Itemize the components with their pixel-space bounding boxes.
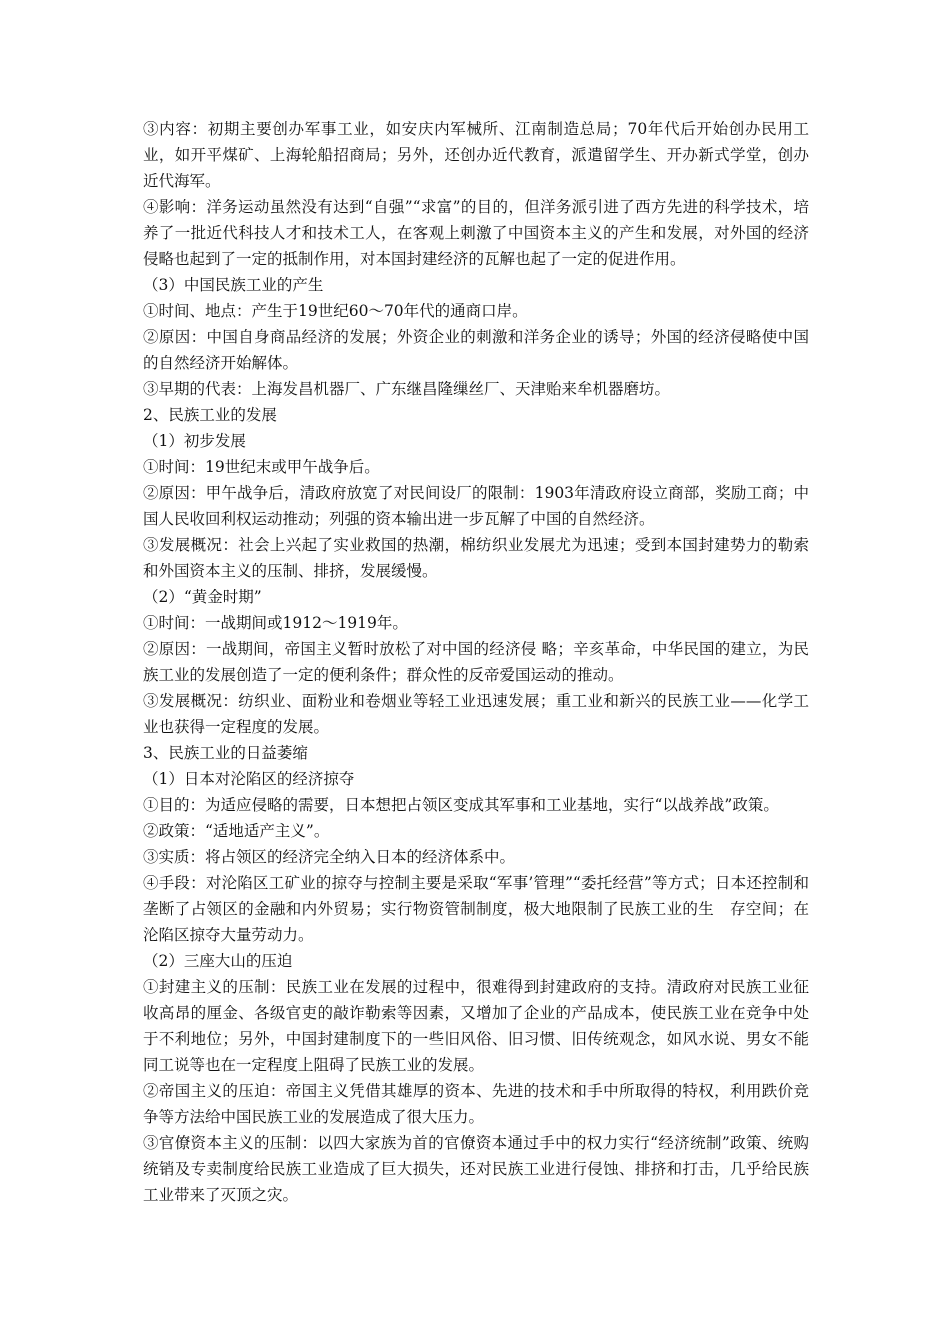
- paragraph-plunder-means: ④手段：对沦陷区工矿业的掠夺与控制主要是采取“军事’管理”“委托经营”等方式；日本还控制和垄断了占领区的金融和内外贸易；实行物资管制制度，极大地限制了民族工业的生 存空间；在沦陷区掠夺大量劳动力。: [143, 874, 809, 944]
- paragraph-plunder-essence: ③实质：将占领区的经济完全纳入日本的经济体系中。: [143, 848, 516, 866]
- paragraph-impact: ④影响：洋务运动虽然没有达到“自强”“求富”的目的，但洋务派引进了西方先进的科学技术，培养了一批近代科技人才和技术工人，在客观上刺激了中国资本主义的产生和发展，对外国的经济侵略也起到了一定的抵制作用，对本国封建经济的瓦解也起了一定的促进作用。: [143, 198, 809, 268]
- paragraph-plunder-policy: ②政策：“适地适产主义”。: [143, 822, 330, 840]
- paragraph-initial-reasons: ②原因：甲午战争后，清政府放宽了对民间设厂的限制：1903年清政府设立商部，奖励工商；中国人民收回利权运动推动；列强的资本输出进一步瓦解了中国的自然经济。: [143, 484, 809, 528]
- paragraph-initial-overview: ③发展概况：社会上兴起了实业救国的热潮，棉纺织业发展尤为迅速；受到本国封建势力的勒索和外国资本主义的压制、排挤，发展缓慢。: [143, 536, 809, 580]
- document-body: [143, 116, 809, 1208]
- paragraph-golden-time: ①时间：一战期间或1912～1919年。: [143, 614, 408, 632]
- paragraph-bureaucratic-oppression: ③官僚资本主义的压制：以四大家族为首的官僚资本通过手中的权力实行“经济统制”政策、统购统销及专卖制度给民族工业造成了巨大损失，还对民族工业进行侵蚀、排挤和打击，几乎给民族工业带来了灭顶之灾。: [143, 1134, 809, 1204]
- paragraph-golden-reasons: ②原因：一战期间，帝国主义暂时放松了对中国的经济侵 略；辛亥革命，中华民国的建立，为民族工业的发展创造了一定的便利条件；群众性的反帝爱国运动的推动。: [143, 640, 809, 684]
- subheading-national-industry-origin: （3）中国民族工业的产生: [143, 276, 324, 294]
- subheading-japanese-plunder: （1）日本对沦陷区的经济掠夺: [143, 770, 355, 788]
- heading-industry-development: 2、民族工业的发展: [143, 406, 277, 424]
- paragraph-feudal-oppression: ①封建主义的压制：民族工业在发展的过程中，很难得到封建政府的支持。清政府对民族工业征收高昂的厘金、各级官吏的敲诈勒索等因素，又增加了企业的产品成本，使民族工业在竞争中处于不利地位；另外，中国封建制度下的一些旧风俗、旧习惯、旧传统观念，如风水说、男女不能同工说等也在一定程度上阻碍了民族工业的发展。: [143, 978, 809, 1074]
- paragraph-golden-overview: ③发展概况：纺织业、面粉业和卷烟业等轻工业迅速发展；重工业和新兴的民族工业——化学工业也获得一定程度的发展。: [143, 692, 809, 736]
- paragraph-plunder-purpose: ①目的：为适应侵略的需要，日本想把占领区变成其军事和工业基地，实行“以战养战”政策。: [143, 796, 779, 814]
- paragraph-origin-time-place: ①时间、地点：产生于19世纪60～70年代的通商口岸。: [143, 302, 528, 320]
- paragraph-imperialist-oppression: ②帝国主义的压迫：帝国主义凭借其雄厚的资本、先进的技术和手中所取得的特权，利用跌价竞争等方法给中国民族工业的发展造成了很大压力。: [143, 1082, 809, 1126]
- subheading-golden-period: （2）“黄金时期”: [143, 588, 262, 606]
- subheading-initial-development: （1）初步发展: [143, 432, 246, 450]
- heading-industry-decline: 3、民族工业的日益萎缩: [143, 744, 308, 762]
- paragraph-content-items: ③内容：初期主要创办军事工业，如安庆内军械所、江南制造总局；70年代后开始创办民用工业，如开平煤矿、上海轮船招商局；另外，还创办近代教育，派遣留学生、开办新式学堂，创办近代海军。: [143, 120, 809, 190]
- paragraph-origin-reasons: ②原因：中国自身商品经济的发展；外资企业的刺激和洋务企业的诱导；外国的经济侵略使中国的自然经济开始解体。: [143, 328, 809, 372]
- paragraph-initial-time: ①时间：19世纪末或甲午战争后。: [143, 458, 380, 476]
- subheading-three-mountains: （2）三座大山的压迫: [143, 952, 293, 970]
- paragraph-early-representatives: ③早期的代表：上海发昌机器厂、广东继昌隆缫丝厂、天津贻来牟机器磨坊。: [143, 380, 671, 398]
